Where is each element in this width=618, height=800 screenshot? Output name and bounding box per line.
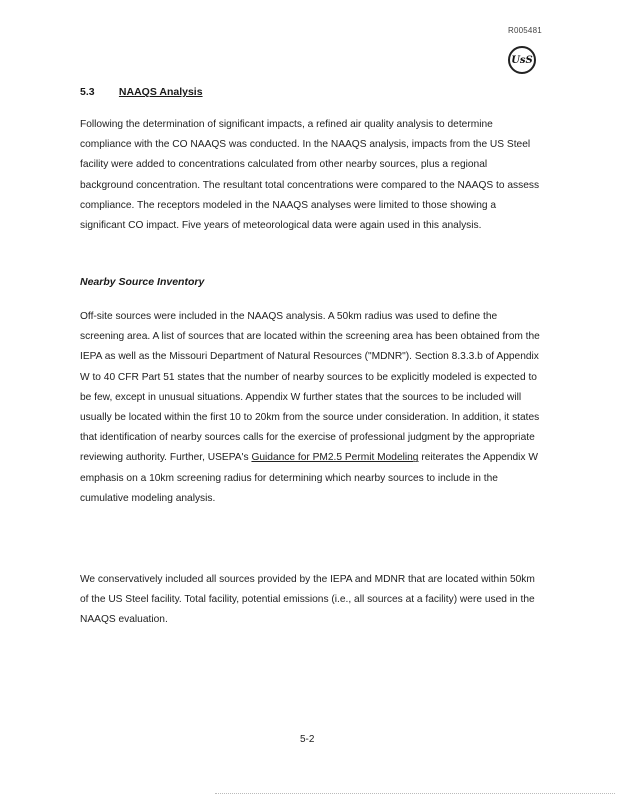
section-number: 5.3 [80,86,95,98]
page-number: 5-2 [300,734,315,745]
section-title: NAAQS Analysis [118,86,203,98]
offsite-text-before: Off-site sources were included in the NAAQS analysis. A 50km radius was used to define the screening area. A list of sources that are located within the screening area has been obtained from the IEPA as well as the Missouri Department of Natural Resources ("MDNR"). Section 8.3.3.b of Appendix W to 40 CFR Part 51 states that the number of nearby sources to be explicitly modeled is expected to be few, except in unusual situations. Appendix W further states that the sources to be included will usually be located within the first 10 to 20km from the source under consideration. In addition, it states that identification of nearby sources calls for the exercise of professional judgment by the appropriate reviewing authority. Further, USEPA's [80,311,540,464]
section-heading [80,86,203,98]
us-steel-logo: UsS [508,46,536,74]
conservative-paragraph: We conservatively included all sources provided by the IEPA and MDNR that are located within 50km of the US Steel facility. Total facility, potential emissions (i.e., all sources at a facility) were used in the NAAQS evaluation. [80,574,535,626]
scan-artifact-dotted-line [215,793,615,794]
guidance-document-link[interactable]: Guidance for PM2.5 Permit Modeling [251,452,419,464]
offsite-text-after: reiterates the Appendix W emphasis on a 10km screening radius for determining which nearby sources to include in the cumulative modeling analysis. [80,452,538,504]
intro-paragraph: Following the determination of significant impacts, a refined air quality analysis to determine compliance with the CO NAAQS was conducted. In the NAAQS analysis, impacts from the US Steel facility were added to concentrations calculated from other nearby sources, plus a regional background concentration. The resultant total concentrations were compared to the NAAQS to assess compliance. The receptors modeled in the NAAQS analyses were limited to those showing a significant CO impact. Five years of meteorological data were again used in this analysis. [80,119,540,232]
document-id: R005481 [508,26,542,35]
subheading-nearby-source-inventory: Nearby Source Inventory [80,276,205,288]
offsite-sources-paragraph [80,307,540,509]
